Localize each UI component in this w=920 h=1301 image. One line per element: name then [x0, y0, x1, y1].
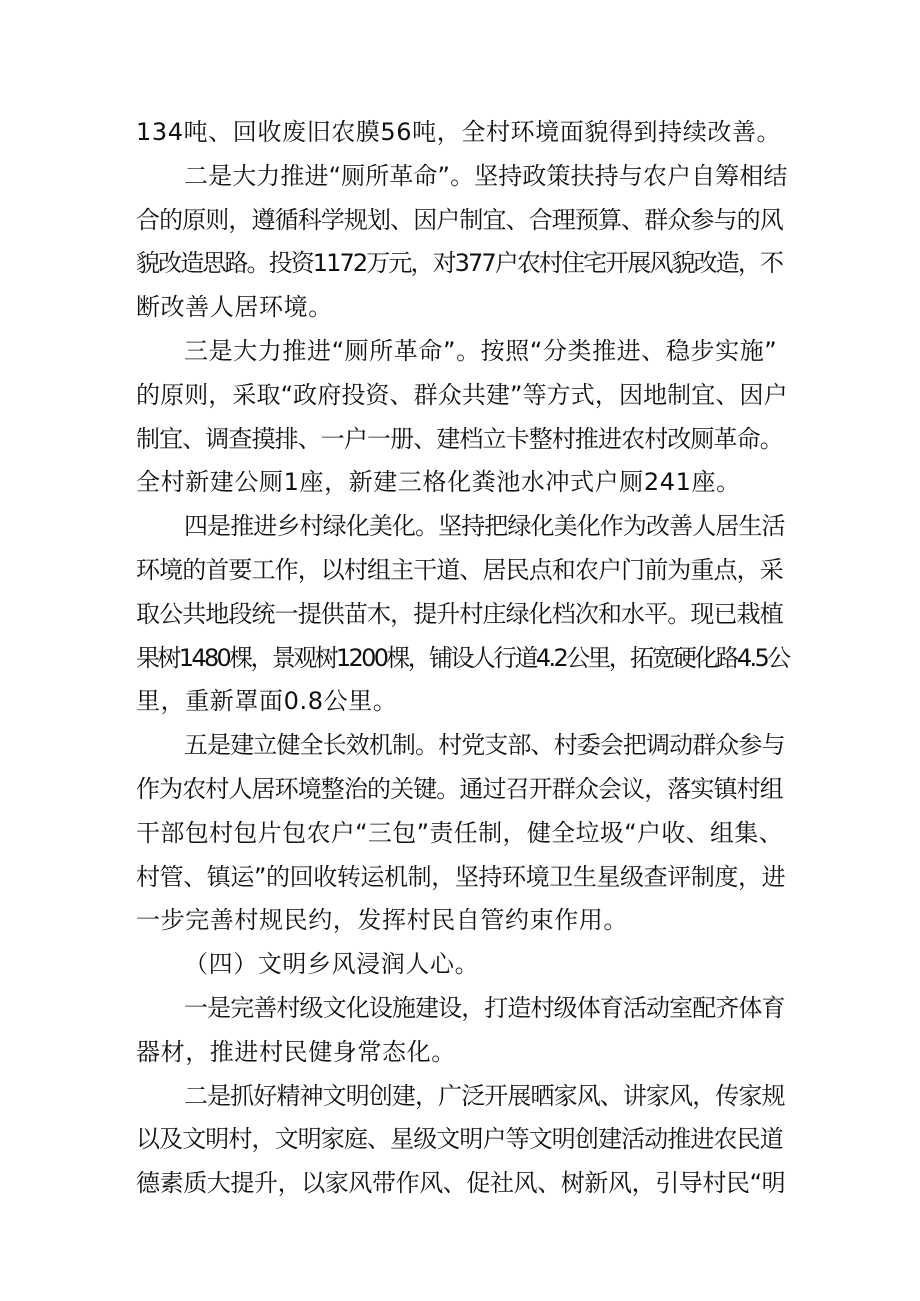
text-line: 合的原则，遵循科学规划、因户制宜、合理预算、群众参与的风 — [136, 205, 783, 234]
text-line: 作为农村人居环境整治的关键。通过召开群众会议，落实镇村组 — [136, 774, 783, 803]
paragraph-start-line: 二是大力推进“厕所革命”。坚持政策扶持与农户自筹相结 — [184, 161, 788, 190]
text-line: 德素质大提升，以家风带作风、促社风、树新风，引导村民“明 — [136, 1169, 786, 1198]
text-line: 环境的首要工作，以村组主干道、居民点和农户门前为重点，采 — [136, 555, 783, 584]
paragraph-start-line: 四是推进乡村绿化美化。坚持把绿化美化作为改善人居生活 — [184, 512, 785, 541]
text-line: 干部包村包片包农户“三包”责任制，健全垃圾“户收、组集、 — [136, 818, 784, 847]
section-heading: （四）文明乡风浸润人心。 — [184, 950, 480, 979]
text-line: 貌改造思路。投资1172万元，对377户农村住宅开展风貌改造，不 — [136, 249, 783, 278]
paragraph-start-line: 一是完善村级文化设施建设，打造村级体育活动室配齐体育 — [184, 993, 785, 1022]
text-line: 的原则，采取“政府投资、群众共建”等方式，因地制宜、因户 — [136, 380, 788, 409]
text-line: 里，重新罩面0.8公里。 — [136, 687, 398, 716]
text-line: 取公共地段统一提供苗木，提升村庄绿化档次和水平。现已栽植 — [136, 599, 783, 628]
text-line: 器材，推进村民健身常态化。 — [136, 1037, 456, 1066]
paragraph-start-line: 三是大力推进“厕所革命”。按照“分类推进、稳步实施” — [184, 336, 778, 365]
text-line: 断改善人居环境。 — [136, 293, 333, 322]
text-line: 村管、镇运”的回收转运机制，坚持环境卫生星级查评制度，进 — [136, 862, 786, 891]
text-line: 以及文明村，文明家庭、星级文明户等文明创建活动推进农民道 — [136, 1125, 783, 1154]
paragraph-start-line: 二是抓好精神文明创建，广泛开展晒家风、讲家风，传家规 — [184, 1081, 785, 1110]
document-body — [136, 111, 788, 1206]
text-line: 全村新建公厕1座，新建三格化粪池水冲式户厕241座。 — [136, 468, 741, 497]
text-line: 果树1480棵，景观树1200棵，铺设人行道4.2公里，拓宽硬化路4.5公 — [136, 643, 789, 672]
text-line: 制宜、调查摸排、一户一册、建档立卡整村推进农村改厕革命。 — [136, 424, 783, 453]
text-line: 134吨、回收废旧农膜56吨，全村环境面貌得到持续改善。 — [136, 118, 782, 146]
paragraph-start-line: 五是建立健全长效机制。村党支部、村委会把调动群众参与 — [184, 731, 785, 760]
text-line: 一步完善村规民约，发挥村民自管约束作用。 — [136, 906, 628, 935]
